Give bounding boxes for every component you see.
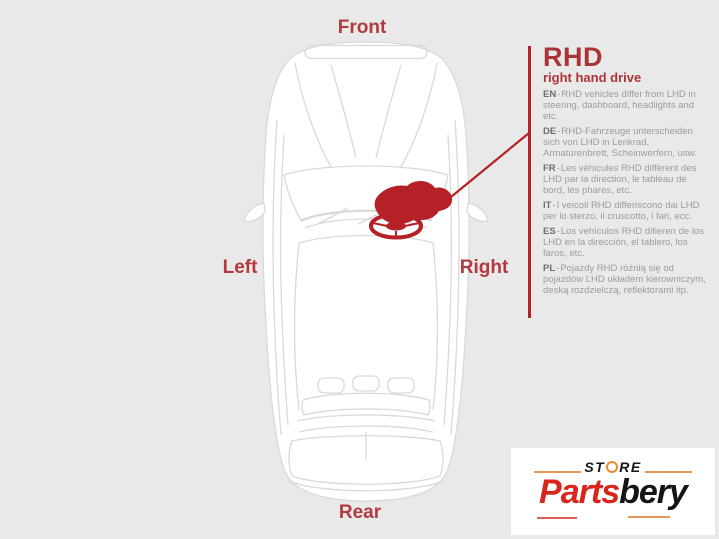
language-code: EN xyxy=(543,89,557,100)
language-text: RHD-Fahrzeuge unterscheiden sich von LHD in Lenkrad, Armaturenbrett, Scheinwerfern, usw. xyxy=(543,126,697,159)
direction-label-left: Left xyxy=(222,257,258,278)
rhd-callout xyxy=(528,44,708,296)
separator: - xyxy=(556,163,560,174)
logo-line-bottom-right xyxy=(628,516,670,518)
direction-label-front: Front xyxy=(337,17,387,38)
separator: - xyxy=(556,226,560,237)
brand-text-red: Parts xyxy=(539,473,620,511)
callout-accent-bar xyxy=(528,46,531,318)
store-o-ring-icon xyxy=(606,461,618,473)
language-entry-en xyxy=(543,89,706,122)
separator: - xyxy=(556,263,560,274)
separator: - xyxy=(557,126,561,137)
right-mirror xyxy=(467,203,488,222)
callout-subtitle: right hand drive xyxy=(543,70,642,85)
language-text: Pojazdy RHD różnią się od pojazdów LHD układem kierowniczym, deską rozdzielczą, reflektorami itp. xyxy=(543,263,706,296)
language-entry-it xyxy=(543,200,706,222)
language-text: I veicoli RHD differiscono dai LHD per lo sterzo, il cruscotto, i fari, ecc. xyxy=(543,200,700,222)
language-code: DE xyxy=(543,126,557,137)
language-entry-es xyxy=(543,226,706,259)
direction-label-right: Right xyxy=(459,257,509,278)
language-text: Les véhicules RHD diffèrent des LHD par la direction, le tableau de bord, les phares, etc. xyxy=(543,163,697,196)
callout-content xyxy=(543,44,706,296)
direction-label-rear: Rear xyxy=(338,502,382,523)
language-text: RHD vehicles differ from LHD in steering, dashboard, headlights and etc. xyxy=(543,89,696,122)
brand-wordmark xyxy=(511,475,715,509)
logo-line-bottom-left xyxy=(537,517,577,519)
language-code: PL xyxy=(543,263,556,274)
brand-text-black: bery xyxy=(619,473,687,511)
language-code: FR xyxy=(543,163,556,174)
separator: - xyxy=(557,89,561,100)
language-entry-de xyxy=(543,126,706,159)
language-text: Los vehículos RHD difieren de los LHD en la dirección, el tablero, los faros, etc. xyxy=(543,226,704,259)
separator: - xyxy=(552,200,556,211)
partsbery-logo xyxy=(511,448,715,535)
callout-title: RHD xyxy=(543,42,603,72)
store-text-suffix: RE xyxy=(619,459,642,475)
language-entry-fr xyxy=(543,163,706,196)
left-mirror xyxy=(244,203,265,222)
language-entry-pl xyxy=(543,263,706,296)
language-code: IT xyxy=(543,200,552,211)
store-text-prefix: ST xyxy=(584,459,606,475)
car-outline-group xyxy=(244,42,488,501)
language-code: ES xyxy=(543,226,556,237)
